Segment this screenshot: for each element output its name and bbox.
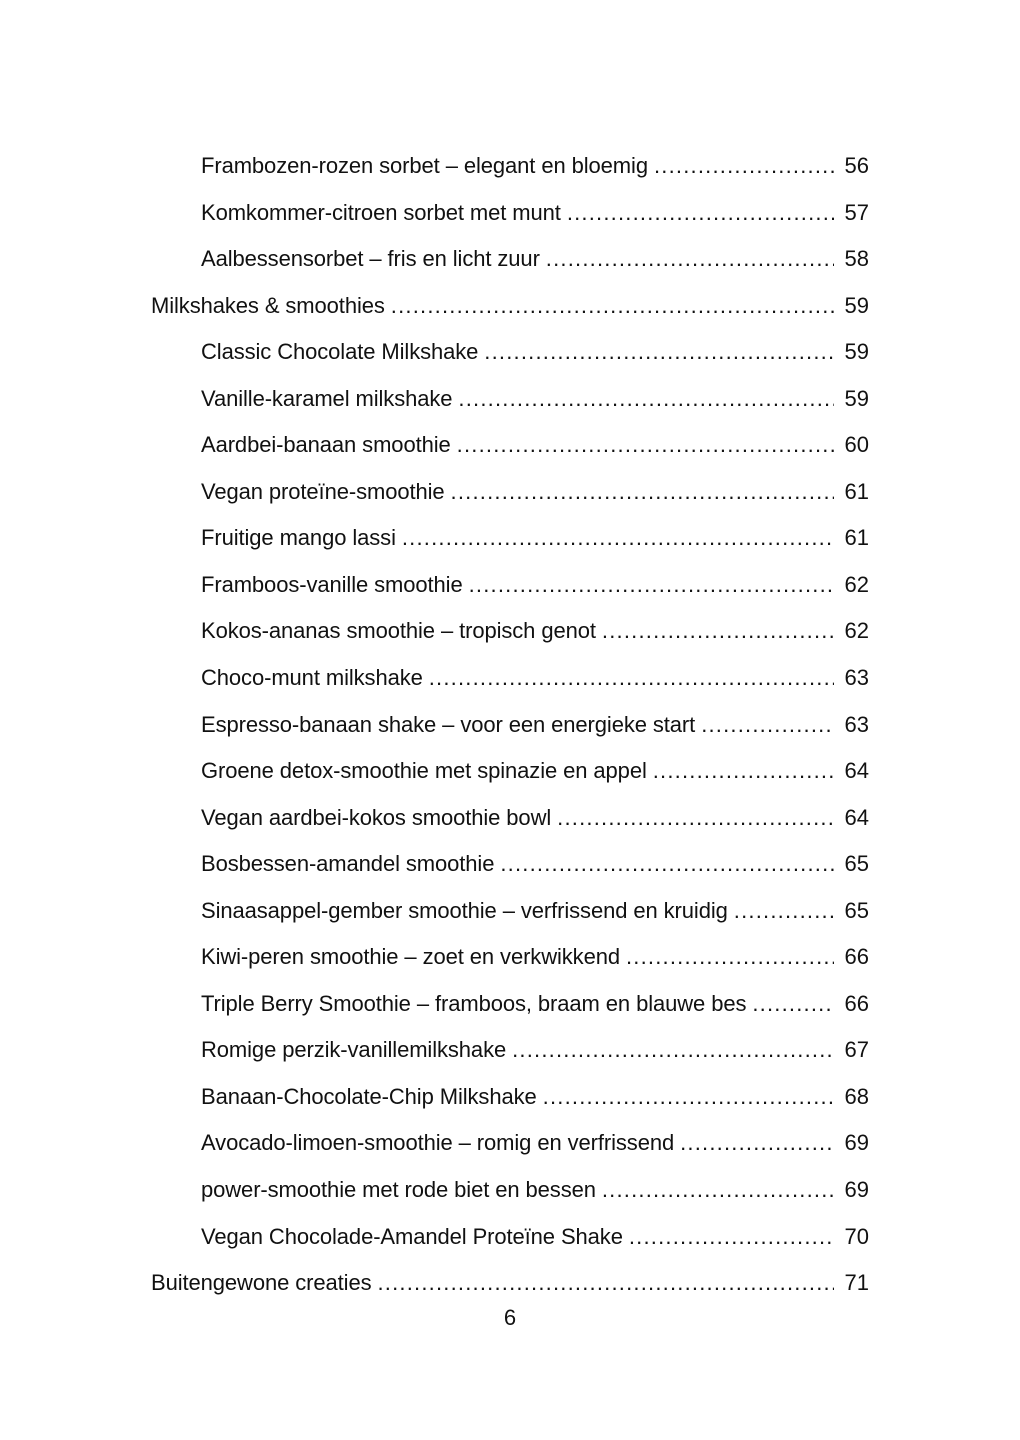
toc-entry-page: 56 bbox=[844, 153, 869, 178]
toc-entry-title: Milkshakes & smoothies bbox=[151, 292, 385, 318]
toc-entry[interactable] bbox=[0, 841, 1020, 888]
toc-entry-page: 69 bbox=[844, 1130, 869, 1156]
dot-leader bbox=[626, 934, 834, 981]
toc-entry-page: 62 bbox=[844, 618, 869, 644]
toc-entry-title: Espresso-banaan shake – voor een energieke start bbox=[201, 711, 696, 737]
dot-leader bbox=[653, 748, 834, 795]
toc-entry-page: 57 bbox=[844, 199, 869, 225]
toc-entry-title: Avocado-limoen-smoothie – romig en verfrissend bbox=[201, 1130, 675, 1156]
dot-leader bbox=[378, 1260, 835, 1307]
dot-leader bbox=[546, 236, 834, 283]
toc-entry[interactable] bbox=[0, 1167, 1020, 1214]
toc-entry[interactable] bbox=[0, 422, 1020, 469]
toc-entry[interactable] bbox=[0, 608, 1020, 655]
toc-entry[interactable] bbox=[0, 329, 1020, 376]
toc-entry[interactable] bbox=[0, 655, 1020, 702]
toc-entry-title: Buitengewone creaties bbox=[151, 1270, 372, 1296]
toc-entry-page: 65 bbox=[844, 897, 869, 923]
toc-entry-page: 67 bbox=[844, 1037, 869, 1063]
toc-entry[interactable] bbox=[0, 376, 1020, 423]
dot-leader bbox=[602, 1167, 834, 1214]
toc-entry[interactable] bbox=[0, 1027, 1020, 1074]
dot-leader bbox=[680, 1120, 834, 1167]
toc-entry-title: Fruitige mango lassi bbox=[201, 525, 396, 551]
dot-leader bbox=[500, 841, 834, 888]
toc-section-entry[interactable] bbox=[0, 283, 1020, 330]
page-number: 6 bbox=[503, 1305, 517, 1330]
dot-leader bbox=[458, 376, 834, 423]
toc-entry-page: 66 bbox=[844, 990, 869, 1016]
toc-entry-page: 58 bbox=[844, 246, 869, 272]
toc-entry-page: 61 bbox=[844, 525, 869, 551]
toc-entry[interactable] bbox=[0, 562, 1020, 609]
dot-leader bbox=[752, 981, 834, 1028]
toc-entry-title: Framboos-vanille smoothie bbox=[201, 571, 463, 597]
toc-entry-title: Komkommer-citroen sorbet met munt bbox=[201, 199, 561, 225]
toc-entry-page: 60 bbox=[844, 432, 869, 458]
toc-section-entry[interactable] bbox=[0, 1260, 1020, 1307]
toc-entry[interactable] bbox=[0, 934, 1020, 981]
toc-entry-page: 71 bbox=[844, 1270, 869, 1296]
toc-entry-page: 63 bbox=[844, 665, 869, 691]
toc-entry-title: Choco-munt milkshake bbox=[201, 665, 423, 691]
toc-entry-title: Groene detox-smoothie met spinazie en appel bbox=[201, 758, 647, 784]
toc-entry-title: power-smoothie met rode biet en bessen bbox=[201, 1177, 596, 1203]
toc-entry[interactable] bbox=[0, 888, 1020, 935]
toc-entry-page: 65 bbox=[844, 851, 869, 877]
toc-entry-title: Vegan Chocolade-Amandel Proteïne Shake bbox=[201, 1223, 623, 1249]
toc-entry-title: Vanille-karamel milkshake bbox=[201, 385, 453, 411]
toc-entry-title: Classic Chocolate Milkshake bbox=[201, 339, 479, 365]
dot-leader bbox=[451, 469, 834, 516]
toc-entry-page: 61 bbox=[844, 478, 869, 504]
toc-entry-page: 70 bbox=[844, 1223, 869, 1249]
toc-entry-page: 63 bbox=[844, 711, 869, 737]
toc-entry-title: Sinaasappel-gember smoothie – verfrissend en kruidig bbox=[201, 897, 728, 923]
dot-leader bbox=[469, 562, 834, 609]
toc-entry[interactable] bbox=[0, 469, 1020, 516]
dot-leader bbox=[512, 1027, 834, 1074]
toc-entry[interactable] bbox=[0, 748, 1020, 795]
toc-entry[interactable] bbox=[0, 795, 1020, 842]
toc-entry-title: Bosbessen-amandel smoothie bbox=[201, 851, 495, 877]
dot-leader bbox=[567, 190, 834, 237]
dot-leader bbox=[402, 515, 834, 562]
toc-entry[interactable] bbox=[0, 1074, 1020, 1121]
toc-entry[interactable] bbox=[0, 236, 1020, 283]
dot-leader bbox=[429, 655, 834, 702]
dot-leader bbox=[457, 422, 834, 469]
toc-entry-title: Aardbei-banaan smoothie bbox=[201, 432, 451, 458]
toc-entry[interactable] bbox=[0, 702, 1020, 749]
dot-leader bbox=[602, 608, 834, 655]
toc-entry-title: Banaan-Chocolate-Chip Milkshake bbox=[201, 1083, 537, 1109]
dot-leader bbox=[734, 888, 834, 935]
toc-entry-page: 64 bbox=[844, 804, 869, 830]
table-of-contents bbox=[0, 143, 1020, 1307]
toc-entry-title: Vegan aardbei-kokos smoothie bowl bbox=[201, 804, 552, 830]
dot-leader bbox=[557, 795, 834, 842]
toc-entry[interactable] bbox=[0, 981, 1020, 1028]
toc-entry-page: 68 bbox=[844, 1083, 869, 1109]
toc-entry-page: 66 bbox=[844, 944, 869, 970]
dot-leader bbox=[484, 329, 834, 376]
toc-entry[interactable] bbox=[0, 515, 1020, 562]
toc-entry[interactable] bbox=[0, 1214, 1020, 1261]
toc-entry[interactable] bbox=[0, 1120, 1020, 1167]
toc-entry-title: Kokos-ananas smoothie – tropisch genot bbox=[201, 618, 596, 644]
toc-entry-title: Vegan proteïne-smoothie bbox=[201, 478, 445, 504]
toc-entry-title: Frambozen-rozen sorbet – elegant en bloemig bbox=[201, 153, 648, 178]
toc-entry-page: 59 bbox=[844, 292, 869, 318]
toc-entry-title: Aalbessensorbet – fris en licht zuur bbox=[201, 246, 540, 272]
toc-entry-title: Triple Berry Smoothie – framboos, braam en blauwe bes bbox=[201, 990, 747, 1016]
toc-entry[interactable] bbox=[0, 190, 1020, 237]
dot-leader bbox=[654, 143, 834, 190]
toc-entry-page: 59 bbox=[844, 339, 869, 365]
toc-entry-page: 64 bbox=[844, 758, 869, 784]
toc-entry-page: 62 bbox=[844, 571, 869, 597]
toc-entry-page: 69 bbox=[844, 1177, 869, 1203]
dot-leader bbox=[701, 702, 834, 749]
toc-entry[interactable] bbox=[0, 143, 1020, 190]
dot-leader bbox=[391, 283, 834, 330]
toc-entry-page: 59 bbox=[844, 385, 869, 411]
dot-leader bbox=[629, 1214, 834, 1261]
toc-entry-title: Romige perzik-vanillemilkshake bbox=[201, 1037, 507, 1063]
dot-leader bbox=[543, 1074, 834, 1121]
toc-entry-title: Kiwi-peren smoothie – zoet en verkwikkend bbox=[201, 944, 620, 970]
